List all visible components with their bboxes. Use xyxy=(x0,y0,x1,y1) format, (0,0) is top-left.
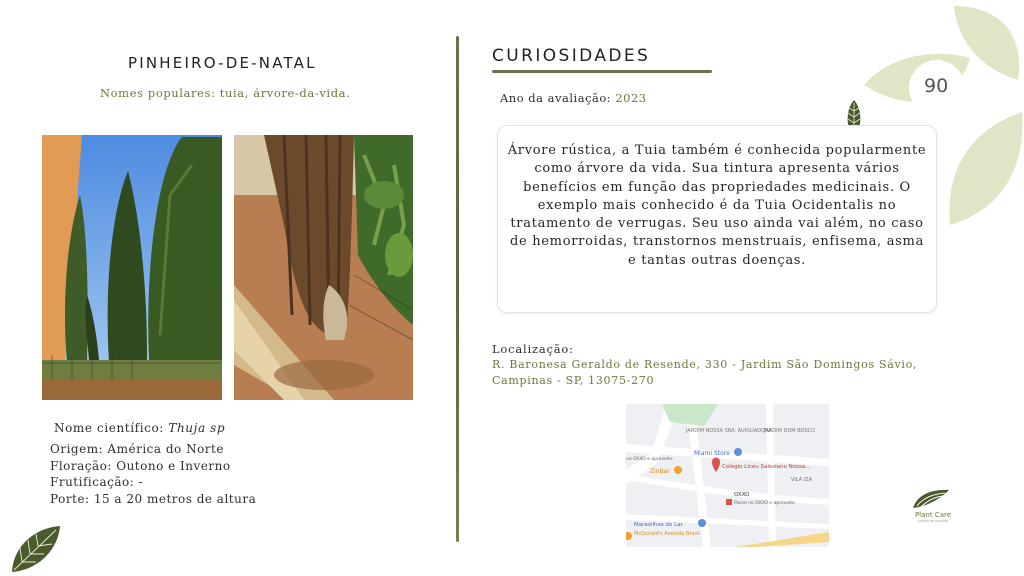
location-map[interactable] xyxy=(626,404,829,547)
map-label-dom-bosco: JARDIM DOM BOSCO xyxy=(764,428,816,434)
map-label-colegio: Colégio Liceu Salesiano Nossa... xyxy=(722,464,811,470)
photo-tree-trunk xyxy=(234,135,413,400)
fact-size: Porte: 15 a 20 metros de altura xyxy=(50,491,257,506)
logo-tagline: centro de plantas xyxy=(917,519,949,523)
curiosity-card xyxy=(497,125,937,313)
map-label-oxxo-edge: no OXXO e aproveite xyxy=(626,457,673,462)
fact-fruiting: Frutificação: - xyxy=(50,475,144,489)
location-label: Localização: xyxy=(492,342,574,356)
plant-care-logo-icon xyxy=(909,486,953,510)
map-label-auxiliadora: JARDIM NOSSA SRA. AUXILIADORA xyxy=(686,428,772,434)
year-label: Ano da avaliação: xyxy=(500,91,616,105)
map-label-miami: Miami Store xyxy=(694,450,730,457)
map-label-zinbar: ZinBar xyxy=(650,468,670,475)
logo-name: Plant Care xyxy=(914,511,952,519)
evaluation-year xyxy=(500,91,647,105)
scientific-name: Thuja sp xyxy=(168,421,226,435)
title-underline xyxy=(492,70,712,73)
plant-title: PINHEIRO-DE-NATAL xyxy=(128,54,317,72)
plant-care-logo xyxy=(905,511,961,523)
location-address: R. Baronesa Geraldo de Resende, 330 - Jardim São Domingos Sávio, Campinas - SP, 13075-270 xyxy=(492,358,918,387)
curiosity-text: Árvore rústica, a Tuia também é conhecida popularmente como árvore da vida. Sua tintura apresenta vários benefícios em função das propriedades medicinais. O exemplo mais conhecido é da Tuia Ocidentalis no tratamento de verrugas. Seu uso ainda vai além, no caso de hemorroidas, transtornos menstruais, enfisema, asma e tantas outras doenças. xyxy=(507,143,927,268)
scientific-name-row xyxy=(54,421,225,435)
photo-tree-sky xyxy=(42,135,222,400)
map-label-mcdonalds: McDonald's Avenida Brasil xyxy=(634,531,700,537)
fact-flowering: Floração: Outono e Inverno xyxy=(50,458,231,473)
leaf-decoration-bottom-left xyxy=(8,520,63,576)
popular-names: Nomes populares: tuia, árvore-da-vida. xyxy=(100,86,351,100)
plant-facts xyxy=(50,441,256,507)
map-label-oxxo-promo: Passe no OXXO e aproveite xyxy=(734,501,795,506)
year-value: 2023 xyxy=(615,91,647,105)
curiosities-title: CURIOSIDADES xyxy=(492,46,651,66)
map-label-maravilhas: Maravilhas do Lar xyxy=(634,522,683,528)
scientific-name-label: Nome científico: xyxy=(54,421,169,435)
map-label-oxxo: OXXO xyxy=(734,492,750,498)
vertical-divider xyxy=(456,36,459,542)
map-label-vila-iza: VILA IZA xyxy=(791,477,813,483)
fact-origin: Origem: América do Norte xyxy=(50,442,224,456)
page-number: 90 xyxy=(924,75,949,97)
